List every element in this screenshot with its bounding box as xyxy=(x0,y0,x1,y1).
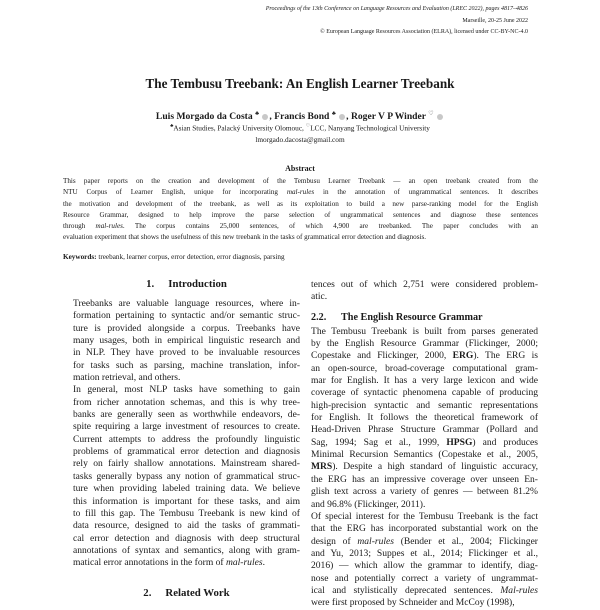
text-line: coverage of syntactic phenomena capable of producing xyxy=(311,387,538,399)
affil-mark: ♣ xyxy=(170,124,174,129)
strong-term: MRS xyxy=(311,461,333,473)
section-title: Related Work xyxy=(165,586,230,599)
left-column xyxy=(73,278,300,599)
text-line: nose and potentially correct a variety of ungrammat- xyxy=(311,572,538,584)
emphasis: Mal-rules xyxy=(500,584,538,596)
affiliations xyxy=(0,123,600,132)
emphasis: mal-rules xyxy=(225,557,263,569)
text-line: Resource Grammar, designed to help improve the parse selection of ungrammatical sentences and diagnose these sentences xyxy=(63,210,538,219)
text-line: ture when providing labeled training data. We believe xyxy=(73,483,300,495)
text-line: many usages, both in empirical linguistic research and xyxy=(73,335,300,347)
text-line: atic. xyxy=(311,291,328,303)
author-name: Roger V P Winder xyxy=(350,111,426,123)
paper-title: The Tembusu Treebank: An English Learner Treebank xyxy=(145,76,455,91)
text-line: Minimal Recursion Semantics (Copestake et al., 2005, xyxy=(311,449,538,461)
affil-1: Asian Studies, Palacký University Olomouc, xyxy=(173,123,306,133)
text-line: to fill this gap. The Tembusu Treebank is new kind of xyxy=(73,507,300,519)
affil-mark: ♡ xyxy=(305,124,311,129)
section-heading-related-work xyxy=(73,587,300,599)
emphasis: mal-rules xyxy=(357,535,394,547)
text-line: banks are generally seen as worthwhile endeavors, de- xyxy=(73,409,300,421)
text-line: formation pertaining to syntactic and/or semantic struc- xyxy=(73,310,300,322)
text-line: data resource, designed to aid the tasks of grammati- xyxy=(73,520,300,532)
text-line: tasks generally bypass any notion of grammatical struc- xyxy=(73,470,300,482)
author-mark: ♣ xyxy=(331,111,336,117)
text-line: Sag, 1994; Sag et al., 1999, HPSG) and produces xyxy=(311,436,538,448)
orcid-icon[interactable] xyxy=(437,114,443,120)
emphasis: mal-rules xyxy=(286,188,315,197)
author-mark: ♣ xyxy=(255,111,260,117)
subsection-title: The English Resource Grammar xyxy=(341,311,483,323)
text-line: mar for English. It has a very large lexicon and wide xyxy=(311,375,538,387)
text-line: 2016) — which allow the grammar to identify, diag- xyxy=(311,560,538,572)
text-line: This paper reports on the creation and development of the Tembusu Learner Treebank — an open treebank created from the xyxy=(63,177,538,185)
text-line: in NLP. They have proved to be invaluable resources xyxy=(73,347,300,359)
text-line: Current attempts to address the profoundly linguistic xyxy=(73,433,300,445)
keywords-label: Keywords: xyxy=(63,253,97,261)
text-line: and 96.8% (Flickinger, 2011). xyxy=(311,498,426,510)
text-line: evaluation experiment that shows the usefulness of this new treebank in the tasks of grammatical error detection and diagnosis. xyxy=(63,233,427,242)
orcid-icon[interactable] xyxy=(339,114,345,120)
text-line: this information is important for these tasks, and aim xyxy=(73,495,300,507)
text-line: ture is provided alongside a corpus. Treebanks have xyxy=(73,322,300,334)
author-name: Luis Morgado da Costa xyxy=(155,111,253,123)
author-list: Luis Morgado da Costa ♣ , Francis Bond ♣ , Roger V P Winder ♡ xyxy=(0,110,600,122)
affil-2: LCC, Nanyang Technological University xyxy=(310,123,430,133)
text-line: the ERG has an impressive coverage over unseen En- xyxy=(311,473,538,485)
keywords xyxy=(63,253,285,261)
paragraph xyxy=(73,298,300,384)
abstract-text xyxy=(63,176,538,244)
text-line: mation retrieval, and others. xyxy=(73,372,181,384)
section-number: 1. xyxy=(146,278,155,290)
author-email[interactable]: lmorgado.dacosta@gmail.com xyxy=(255,135,345,144)
paragraph xyxy=(311,279,538,304)
text-line: an open-source, broad-coverage computational gram- xyxy=(311,362,538,374)
text-line: for English. It follows the theoretical framework of xyxy=(311,412,538,424)
subsection-heading xyxy=(311,312,538,326)
text-line: were first proposed by Schneider and McCoy (1998), xyxy=(311,597,515,609)
text-line: by the English Resource Grammar (Flickinger, 2000; xyxy=(311,338,538,350)
text-line: cal error detection and diagnosis with deep structural xyxy=(73,532,300,544)
keywords-text: treebank, learner corpus, error detection, error diagnosis, parsing xyxy=(96,253,285,261)
orcid-icon[interactable] xyxy=(262,114,268,120)
text-line: the motivation and development of the treebank, as well as its exploitation to build a new parse-ranking model for the English xyxy=(63,199,538,208)
text-line: through mal-rules. The corpus contains 25,000 sentences, of which 4,900 are treebanked. The paper concludes with an xyxy=(63,222,538,231)
text-line: Head-Driven Phrase Structure Grammar (Pollard and xyxy=(311,424,538,436)
text-line: design of mal-rules (Bender et al., 2004; Flickinger xyxy=(311,535,538,547)
text-line: Treebanks are valuable language resources, where in- xyxy=(73,298,300,309)
text-line: and Yu, 2013; Suppes et al., 2014; Flickinger et al., xyxy=(311,547,538,559)
text-line: glish text across a variety of genres — between 81.2% xyxy=(311,486,538,498)
section-number: 2. xyxy=(143,586,152,599)
text-line: Of special interest for the Tembusu Treebank is the fact xyxy=(311,510,538,522)
text-line: high-precision syntactic and semantic representations xyxy=(311,399,538,411)
text-line: NTU Corpus of Learner English, unique for incorporating mal-rules in the annotation of ungrammatical sentences. It describes xyxy=(63,188,538,197)
proceedings-line: Proceedings of the 13th Conference on Language Resources and Evaluation (LREC 2022), pages 4817–4826 xyxy=(265,6,528,12)
text-line: MRS). Despite a high standard of linguistic accuracy, xyxy=(311,461,538,473)
paragraph xyxy=(311,511,538,610)
author-mark: ♡ xyxy=(428,111,434,117)
strong-term: ERG xyxy=(452,350,474,362)
text-line: that the ERG has incorporated substantial work on the xyxy=(311,523,538,535)
text-line: problems of grammatical error detection and diagnosis xyxy=(73,446,300,458)
emphasis: mal-rules xyxy=(95,222,123,231)
paragraph xyxy=(311,326,538,511)
text-line: from richer annotation schemas, and this is why tree- xyxy=(73,396,300,408)
text-line: rely on fairly shallow annotations. Mainstream shared- xyxy=(73,458,300,470)
strong-term: HPSG xyxy=(446,436,473,448)
text-line: Copestake and Flickinger, 2000, ERG). The ERG is xyxy=(311,350,539,362)
right-column xyxy=(311,279,538,610)
paragraph xyxy=(73,384,300,569)
text-line: tences out of which 2,751 were considered problem- xyxy=(311,279,538,290)
abstract-heading: Abstract xyxy=(285,164,315,173)
text-line: spite requiring a large investment of resources to create. xyxy=(73,421,300,433)
license-line: © European Language Resources Association (ELRA), licensed under CC-BY-NC-4.0 xyxy=(320,29,528,35)
text-line: matical error annotations in the form of mal-rules. xyxy=(73,557,265,569)
text-line: ical and stylistically deprecated sentences. Mal-rules xyxy=(311,584,538,596)
text-line: annotations of syntax and semantics, along with gram- xyxy=(73,544,300,556)
section-heading-introduction xyxy=(73,278,300,298)
section-title: Introduction xyxy=(168,278,227,290)
location-line: Marseille, 20-25 June 2022 xyxy=(462,18,528,24)
text-line: The Tembusu Treebank is built from parses generated xyxy=(311,325,538,337)
text-line: for tasks such as parsing, machine translation, infor- xyxy=(73,359,300,371)
author-name: Francis Bond xyxy=(274,111,330,123)
subsection-number: 2.2. xyxy=(311,311,327,323)
text-line: In general, most NLP tasks have something to gain xyxy=(73,384,300,396)
